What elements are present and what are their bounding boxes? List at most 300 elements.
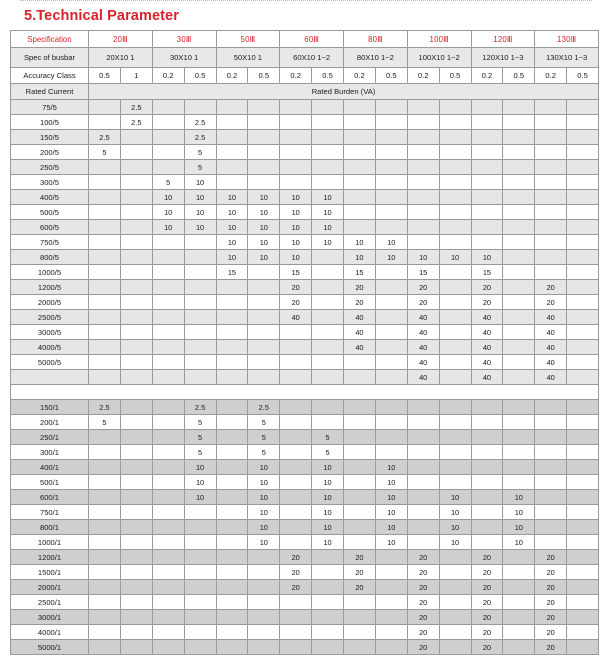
cell-burden	[184, 565, 216, 580]
cell-burden	[439, 160, 471, 175]
cell-burden	[312, 160, 344, 175]
cell-burden	[216, 280, 248, 295]
accuracy-class-7-1: 0.5	[567, 68, 599, 84]
table-row	[11, 310, 599, 325]
header-specification-label: Specification	[11, 31, 89, 48]
cell-burden: 5	[248, 445, 280, 460]
cell-burden: 20	[471, 610, 503, 625]
cell-burden: 40	[471, 340, 503, 355]
cell-burden	[535, 250, 567, 265]
cell-burden: 10	[312, 220, 344, 235]
cell-burden	[89, 430, 121, 445]
cell-burden	[439, 550, 471, 565]
accuracy-class-4-1: 0.5	[375, 68, 407, 84]
cell-burden	[344, 535, 376, 550]
cell-burden	[471, 235, 503, 250]
cell-burden: 20	[344, 295, 376, 310]
cell-burden	[535, 505, 567, 520]
cell-burden	[535, 520, 567, 535]
cell-burden	[567, 160, 599, 175]
cell-burden	[503, 580, 535, 595]
cell-burden	[439, 595, 471, 610]
cell-burden	[439, 130, 471, 145]
cell-burden	[280, 535, 312, 550]
cell-burden	[535, 145, 567, 160]
cell-burden	[216, 325, 248, 340]
cell-burden	[89, 355, 121, 370]
cell-burden	[439, 325, 471, 340]
cell-burden	[89, 295, 121, 310]
cell-burden	[535, 490, 567, 505]
cell-burden	[439, 370, 471, 385]
cell-burden	[312, 580, 344, 595]
cell-burden: 20	[344, 580, 376, 595]
cell-burden	[471, 100, 503, 115]
cell-burden	[89, 190, 121, 205]
cell-burden	[439, 460, 471, 475]
cell-burden	[152, 325, 184, 340]
cell-burden: 20	[407, 580, 439, 595]
table-row	[11, 295, 599, 310]
table-row	[11, 265, 599, 280]
cell-burden: 10	[184, 490, 216, 505]
cell-burden	[503, 310, 535, 325]
cell-burden: 10	[375, 535, 407, 550]
cell-burden	[89, 250, 121, 265]
table-row	[11, 250, 599, 265]
cell-burden	[280, 325, 312, 340]
cell-burden	[567, 220, 599, 235]
cell-burden	[503, 460, 535, 475]
table-row	[11, 565, 599, 580]
table-row	[11, 415, 599, 430]
cell-burden	[567, 475, 599, 490]
cell-burden	[312, 340, 344, 355]
cell-burden	[89, 115, 121, 130]
cell-burden	[567, 415, 599, 430]
cell-burden	[535, 460, 567, 475]
cell-burden	[120, 505, 152, 520]
row-label: 1000/5	[11, 265, 89, 280]
cell-burden	[152, 610, 184, 625]
cell-burden	[152, 505, 184, 520]
cell-burden	[439, 610, 471, 625]
cell-burden	[89, 475, 121, 490]
cell-burden	[312, 325, 344, 340]
cell-burden	[248, 565, 280, 580]
cell-burden	[184, 250, 216, 265]
cell-burden	[280, 595, 312, 610]
cell-burden: 10	[280, 250, 312, 265]
cell-burden: 10	[248, 460, 280, 475]
cell-burden	[407, 190, 439, 205]
table-row	[11, 205, 599, 220]
cell-burden: 10	[248, 235, 280, 250]
cell-burden	[567, 280, 599, 295]
cell-burden	[503, 340, 535, 355]
cell-burden	[375, 190, 407, 205]
cell-burden	[89, 445, 121, 460]
cell-burden	[567, 190, 599, 205]
cell-burden	[152, 160, 184, 175]
cell-burden	[375, 640, 407, 655]
cell-burden	[471, 115, 503, 130]
cell-burden	[567, 460, 599, 475]
cell-burden	[216, 595, 248, 610]
cell-burden	[216, 520, 248, 535]
cell-burden	[280, 370, 312, 385]
cell-burden	[375, 610, 407, 625]
cell-burden	[184, 295, 216, 310]
cell-burden	[375, 445, 407, 460]
cell-burden	[248, 160, 280, 175]
cell-burden: 20	[344, 280, 376, 295]
accuracy-class-2-1: 0.5	[248, 68, 280, 84]
cell-burden: 20	[471, 565, 503, 580]
cell-burden: 2.5	[184, 130, 216, 145]
table-row	[11, 505, 599, 520]
cell-burden	[120, 565, 152, 580]
cell-burden	[471, 520, 503, 535]
cell-burden: 40	[407, 340, 439, 355]
row-spec-of-busbar	[11, 48, 599, 68]
cell-burden	[312, 175, 344, 190]
cell-burden	[216, 625, 248, 640]
cell-burden: 2.5	[184, 400, 216, 415]
cell-burden	[120, 340, 152, 355]
table-row	[11, 625, 599, 640]
cell-burden: 40	[535, 325, 567, 340]
cell-burden: 10	[216, 190, 248, 205]
table-row	[11, 595, 599, 610]
cell-burden	[535, 535, 567, 550]
cell-burden	[439, 475, 471, 490]
cell-burden: 10	[439, 505, 471, 520]
cell-burden	[312, 415, 344, 430]
table-row	[11, 535, 599, 550]
header-row-specification	[11, 31, 599, 48]
cell-burden: 10	[248, 535, 280, 550]
cell-burden	[407, 235, 439, 250]
cell-burden	[439, 415, 471, 430]
cell-burden: 40	[344, 325, 376, 340]
cell-burden: 10	[280, 205, 312, 220]
cell-burden	[184, 310, 216, 325]
cell-burden	[375, 295, 407, 310]
cell-burden	[120, 235, 152, 250]
cell-burden	[567, 145, 599, 160]
cell-burden	[248, 550, 280, 565]
row-label: 1200/1	[11, 550, 89, 565]
cell-burden	[89, 625, 121, 640]
header-group-2: 50Ⅲ	[216, 31, 280, 48]
cell-burden	[184, 550, 216, 565]
row-accuracy-class	[11, 68, 599, 84]
cell-burden	[248, 280, 280, 295]
cell-burden: 10	[312, 535, 344, 550]
cell-burden: 40	[471, 370, 503, 385]
cell-burden: 10	[312, 505, 344, 520]
row-label: 1000/1	[11, 535, 89, 550]
cell-burden	[152, 100, 184, 115]
cell-burden	[312, 640, 344, 655]
cell-burden: 10	[152, 205, 184, 220]
cell-burden: 40	[407, 370, 439, 385]
table-row	[11, 520, 599, 535]
cell-burden	[152, 370, 184, 385]
cell-burden	[344, 190, 376, 205]
cell-burden	[312, 370, 344, 385]
cell-burden	[503, 415, 535, 430]
cell-burden	[567, 250, 599, 265]
cell-burden	[280, 505, 312, 520]
cell-burden	[567, 505, 599, 520]
cell-burden	[280, 445, 312, 460]
cell-burden	[312, 265, 344, 280]
cell-burden	[216, 370, 248, 385]
row-label: 75/5	[11, 100, 89, 115]
cell-burden	[503, 370, 535, 385]
cell-burden: 10	[280, 220, 312, 235]
cell-burden	[375, 265, 407, 280]
cell-burden: 10	[248, 520, 280, 535]
cell-burden	[503, 625, 535, 640]
cell-burden	[407, 460, 439, 475]
cell-burden	[344, 490, 376, 505]
cell-burden	[216, 550, 248, 565]
cell-burden	[567, 565, 599, 580]
cell-burden: 10	[407, 250, 439, 265]
cell-burden	[439, 295, 471, 310]
cell-burden: 2.5	[120, 115, 152, 130]
section-separator-cell	[11, 385, 599, 400]
accuracy-class-3-1: 0.5	[312, 68, 344, 84]
cell-burden: 5	[184, 430, 216, 445]
cell-burden: 20	[280, 565, 312, 580]
cell-burden	[567, 265, 599, 280]
cell-burden: 5	[312, 445, 344, 460]
cell-burden	[407, 520, 439, 535]
accuracy-class-3-0: 0.2	[280, 68, 312, 84]
cell-burden	[120, 595, 152, 610]
table-row	[11, 370, 599, 385]
accuracy-class-2-0: 0.2	[216, 68, 248, 84]
cell-burden	[439, 115, 471, 130]
cell-burden	[89, 370, 121, 385]
cell-burden	[152, 115, 184, 130]
cell-burden	[280, 130, 312, 145]
cell-burden	[89, 460, 121, 475]
cell-burden	[120, 490, 152, 505]
cell-burden	[120, 550, 152, 565]
table-row	[11, 430, 599, 445]
cell-burden	[89, 535, 121, 550]
cell-burden	[471, 400, 503, 415]
row-label: 4000/1	[11, 625, 89, 640]
cell-burden: 10	[439, 490, 471, 505]
cell-burden: 20	[280, 280, 312, 295]
cell-burden	[344, 115, 376, 130]
cell-burden: 2.5	[120, 100, 152, 115]
cell-burden: 20	[407, 550, 439, 565]
cell-burden	[312, 130, 344, 145]
cell-burden	[535, 475, 567, 490]
cell-burden	[184, 580, 216, 595]
cell-burden: 40	[344, 310, 376, 325]
cell-burden: 20	[407, 610, 439, 625]
cell-burden	[407, 145, 439, 160]
cell-burden	[89, 280, 121, 295]
cell-burden	[216, 460, 248, 475]
cell-burden	[375, 160, 407, 175]
cell-burden: 20	[280, 550, 312, 565]
cell-burden	[216, 475, 248, 490]
cell-burden: 10	[248, 190, 280, 205]
cell-burden	[89, 640, 121, 655]
cell-burden: 10	[216, 250, 248, 265]
cell-burden	[503, 265, 535, 280]
cell-burden	[375, 565, 407, 580]
cell-burden	[89, 595, 121, 610]
cell-burden	[152, 460, 184, 475]
cell-burden	[503, 595, 535, 610]
cell-burden	[280, 475, 312, 490]
cell-burden	[152, 550, 184, 565]
cell-burden	[375, 100, 407, 115]
row-label: 2500/5	[11, 310, 89, 325]
cell-burden	[503, 445, 535, 460]
cell-burden	[471, 430, 503, 445]
header-group-0: 20Ⅲ	[89, 31, 153, 48]
busbar-value-5: 100X10 1~2	[407, 48, 471, 68]
cell-burden	[312, 280, 344, 295]
cell-burden: 20	[280, 295, 312, 310]
cell-burden	[535, 445, 567, 460]
cell-burden	[439, 235, 471, 250]
cell-burden	[503, 175, 535, 190]
accuracy-class-5-0: 0.2	[407, 68, 439, 84]
cell-burden	[344, 625, 376, 640]
row-label: 800/5	[11, 250, 89, 265]
cell-burden: 20	[407, 595, 439, 610]
row-label: 1200/5	[11, 280, 89, 295]
cell-burden	[280, 100, 312, 115]
cell-burden	[439, 205, 471, 220]
cell-burden: 10	[248, 490, 280, 505]
cell-burden	[89, 550, 121, 565]
cell-burden: 15	[344, 265, 376, 280]
cell-burden	[216, 565, 248, 580]
cell-burden	[503, 475, 535, 490]
cell-burden	[120, 400, 152, 415]
cell-burden	[248, 325, 280, 340]
cell-burden	[184, 235, 216, 250]
cell-burden: 40	[471, 310, 503, 325]
cell-burden: 40	[407, 355, 439, 370]
cell-burden	[471, 160, 503, 175]
row-label: 4000/5	[11, 340, 89, 355]
accuracy-class-1-1: 0.5	[184, 68, 216, 84]
cell-burden	[439, 310, 471, 325]
cell-burden	[216, 445, 248, 460]
cell-burden	[567, 430, 599, 445]
cell-burden	[216, 430, 248, 445]
cell-burden	[120, 160, 152, 175]
cell-burden	[184, 610, 216, 625]
cell-burden	[471, 205, 503, 220]
table-row	[11, 175, 599, 190]
cell-burden	[89, 205, 121, 220]
cell-burden	[535, 415, 567, 430]
cell-burden	[375, 595, 407, 610]
cell-burden	[407, 115, 439, 130]
cell-burden	[216, 145, 248, 160]
table-row	[11, 580, 599, 595]
cell-burden	[503, 130, 535, 145]
rated-current-label: Rated Current	[11, 84, 89, 100]
cell-burden	[89, 175, 121, 190]
cell-burden	[248, 340, 280, 355]
cell-burden	[312, 625, 344, 640]
cell-burden	[184, 325, 216, 340]
busbar-value-3: 60X10 1~2	[280, 48, 344, 68]
cell-burden	[89, 565, 121, 580]
cell-burden	[535, 265, 567, 280]
cell-burden	[439, 100, 471, 115]
cell-burden	[439, 355, 471, 370]
cell-burden	[248, 100, 280, 115]
cell-burden	[216, 640, 248, 655]
accuracy-class-0-0: 0.5	[89, 68, 121, 84]
cell-burden: 15	[216, 265, 248, 280]
table-row	[11, 490, 599, 505]
rated-burden-label: Rated Burden (VA)	[89, 84, 599, 100]
cell-burden	[344, 220, 376, 235]
cell-burden	[120, 415, 152, 430]
cell-burden: 10	[312, 475, 344, 490]
cell-burden: 20	[407, 625, 439, 640]
cell-burden	[344, 100, 376, 115]
cell-burden	[567, 535, 599, 550]
cell-burden	[312, 355, 344, 370]
cell-burden	[89, 325, 121, 340]
row-label: 150/5	[11, 130, 89, 145]
cell-burden: 10	[344, 235, 376, 250]
cell-burden	[280, 520, 312, 535]
cell-burden: 10	[312, 205, 344, 220]
cell-burden	[120, 295, 152, 310]
table-row	[11, 475, 599, 490]
cell-burden	[567, 445, 599, 460]
busbar-value-2: 50X10 1	[216, 48, 280, 68]
cell-burden	[312, 595, 344, 610]
cell-burden	[567, 310, 599, 325]
cell-burden	[567, 610, 599, 625]
row-label	[11, 370, 89, 385]
cell-burden	[503, 550, 535, 565]
cell-burden	[439, 145, 471, 160]
cell-burden	[152, 640, 184, 655]
cell-burden	[407, 130, 439, 145]
cell-burden	[216, 340, 248, 355]
cell-burden	[407, 490, 439, 505]
cell-burden	[344, 415, 376, 430]
cell-burden: 10	[375, 250, 407, 265]
cell-burden	[184, 265, 216, 280]
row-label: 250/5	[11, 160, 89, 175]
cell-burden: 15	[471, 265, 503, 280]
cell-burden	[89, 235, 121, 250]
